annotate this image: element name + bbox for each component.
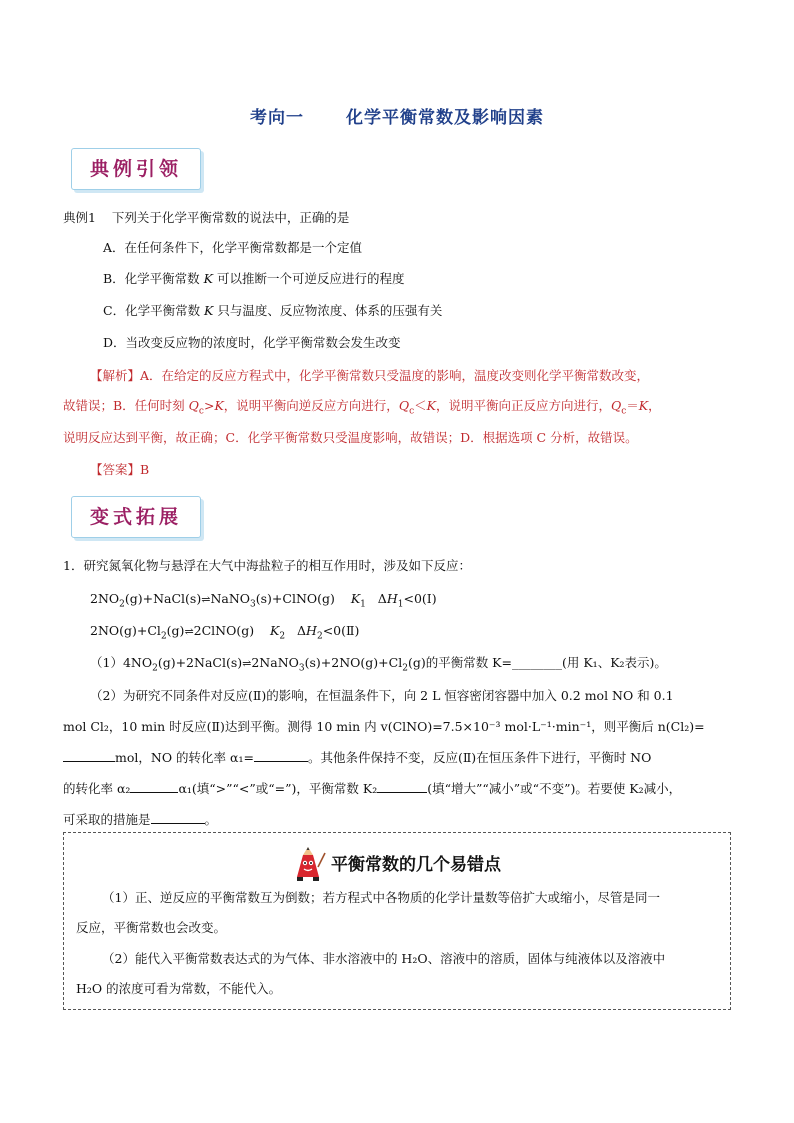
reaction-1: $2NO_2(g)+NaCl(s)\rightleftharpoons NaNO_3(s)+ClNO(g)$ $K_1$ $\Delta H_1<0(Ⅰ)$ [90,591,437,610]
question-2-line-4 [63,779,733,799]
question-2-line-5 [63,810,733,830]
example-banner [71,148,201,190]
blank-n-cl2[interactable] [63,749,115,762]
page-title [0,103,794,128]
blank-alpha2[interactable] [130,780,178,793]
tip-title-text: 平衡常数的几个易错点 [331,855,501,875]
example-banner-label: 典例引领 [89,158,182,180]
analysis-2d: ， [648,398,661,413]
tip-p2-a: （2）能代入平衡常数表达式的为气体、非水溶液中的 H₂O、溶液中的溶质，固体与纯液体以及溶液中 [102,951,666,966]
option-c: C．化学平衡常数 K 只与温度、反应物浓度、体系的压强有关 [103,303,443,318]
option-c-pre: C．化学平衡常数 [103,303,205,318]
title-part1: 考向一 [250,108,304,128]
question-text: 下列关于化学平衡常数的说法中，正确的是 [111,210,350,225]
question-2-line-3 [63,748,733,768]
pencil-mascot-icon [293,847,327,883]
blank-k2[interactable] [377,780,427,793]
analysis-2c: ，说明平衡向正反应方向进行， [435,398,611,413]
analysis-text-1: A．在给定的反应方程式中，化学平衡常数只受温度的影响，温度改变则化学平衡常数改变， [140,368,650,383]
analysis-tag: 【解析】 [90,368,141,383]
problem-intro: 1．研究氮氧化物与悬浮在大气中海盐粒子的相互作用时，涉及如下反应： [63,558,471,573]
q2-4c: (填“增大”“减小”或“不变”)。若要使 K₂减小， [427,781,682,796]
title-part2: 化学平衡常数及影响因素 [346,108,544,128]
q2-5b: 。 [204,812,218,827]
q1-pre: （1） [90,655,123,670]
variant-banner [71,496,201,538]
reaction-2: $2NO(g)+Cl_2(g)\rightleftharpoons 2ClNO(g)$ $K_2$ $\Delta H_2<0(Ⅱ)$ [90,623,360,642]
analysis-line-3: 说明反应达到平衡，故正确；C．化学平衡常数只受温度影响，故错误；D．根据选项 C 分析，故错误。 [63,430,638,445]
answer-tag: 【答案】 [90,462,141,477]
option-d: D．当改变反应物的浓度时，化学平衡常数会发生改变 [103,335,401,350]
question-2-line-1: （2）为研究不同条件对反应(Ⅱ)的影响，在恒温条件下，向 2 L 恒容密闭容器中加入 0.2 mol NO 和 0.1 [90,688,674,703]
q2-3a: mol，NO 的转化率 α₁= [115,750,254,765]
analysis-2a: 故错误；B．任何时刻 [63,398,189,413]
example-label: 典例1 [63,210,96,225]
analysis-line-1 [90,366,760,386]
option-b-post: 可以推断一个可逆反应进行的程度 [213,271,405,286]
blank-alpha1[interactable] [254,749,308,762]
answer-line [90,460,760,480]
option-b: B．化学平衡常数 K 可以推断一个可逆反应进行的程度 [103,271,405,286]
blank-measure[interactable] [151,811,205,824]
q2-5a: 可采取的措施是 [63,812,151,827]
answer-value: B [140,462,150,477]
option-b-pre: B．化学平衡常数 [103,271,204,286]
question-1: $(1)4NO_2(g)+2NaCl(s)\rightleftharpoons 2NaNO_3(s)+2NO(g)+Cl_2(g)$的平衡常数 K=________(用 K₁、K₂表示)。 [90,655,667,674]
q2-4b: α₁(填“>”“<”或“=”)，平衡常数 K₂ [178,781,378,796]
example-question [63,208,733,228]
option-c-post: 只与温度、反应物浓度、体系的压强有关 [213,303,443,318]
tip-box [63,832,731,1010]
analysis-line-2: 故错误；B．任何时刻 $Q_c>K$，说明平衡向逆反应方向进行，$Q_c<K$，说明平衡向正反应方向进行，$Q_c=K$， [63,398,661,417]
analysis-2b: ，说明平衡向逆反应方向进行， [223,398,399,413]
tip-p1-b: 反应，平衡常数也会改变。 [76,920,227,935]
tip-p2-b: H₂O 的浓度可看为常数，不能代入。 [76,981,282,996]
q2-3b: 。其他条件保持不变，反应(Ⅱ)在恒压条件下进行，平衡时 NO [307,750,652,765]
option-a: A．在任何条件下，化学平衡常数都是一个定值 [103,240,363,255]
tip-title [64,847,730,883]
q1-post: 的平衡常数 K=________(用 K₁、K₂表示)。 [425,655,667,670]
variant-banner-label: 变式拓展 [89,506,182,528]
q2-4a: 的转化率 α₂ [63,781,131,796]
tip-p1-a: （1）正、逆反应的平衡常数互为倒数；若方程式中各物质的化学计量数等倍扩大或缩小，尽管是同一 [102,890,660,905]
question-2-line-2: mol Cl₂，10 min 时反应(Ⅱ)达到平衡。测得 10 min 内 v(ClNO)=7.5×10⁻³ mol·L⁻¹·min⁻¹，则平衡后 n(Cl₂)= [63,719,705,734]
